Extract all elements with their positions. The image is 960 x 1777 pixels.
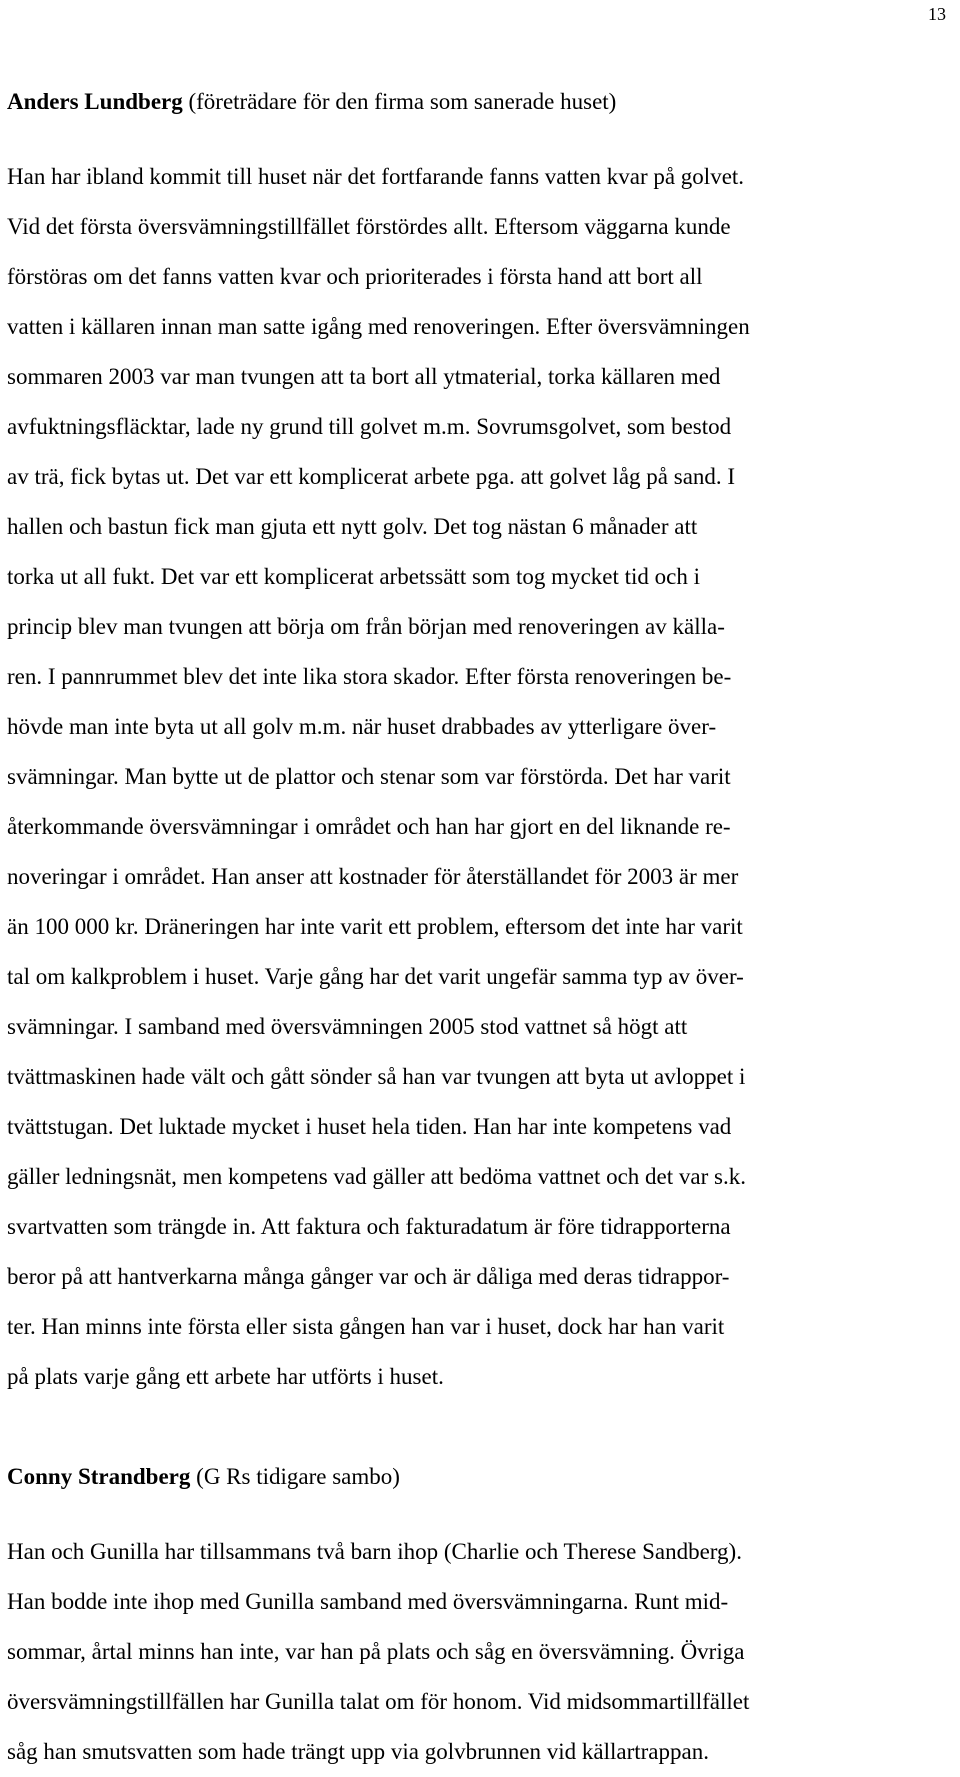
text-line: beror på att hantverkarna många gånger var och är dåliga med deras tidrappor-: [7, 1264, 730, 1289]
text-line: på plats varje gång ett arbete har utförts i huset.: [7, 1364, 444, 1389]
text-line: Han har ibland kommit till huset när det fortfarande fanns vatten kvar på golvet.: [7, 164, 745, 189]
person-name: Conny Strandberg: [7, 1464, 191, 1489]
statement-body: [7, 152, 957, 1402]
text-line: hövde man inte byta ut all golv m.m. när huset drabbades av ytterligare över-: [7, 714, 717, 739]
text-line: noveringar i området. Han anser att kostnader för återställandet för 2003 är mer: [7, 864, 739, 889]
text-line: avfuktningsfläcktar, lade ny grund till golvet m.m. Sovrumsgolvet, som bestod: [7, 414, 732, 439]
text-line: sommar, årtal minns han inte, var han på plats och såg en översvämning. Övriga: [7, 1639, 745, 1664]
person-role: (företrädare för den firma som sanerade huset): [188, 89, 617, 114]
heading-gap: [7, 127, 957, 152]
text-line: Han bodde inte ihop med Gunilla samband med översvämningarna. Runt mid-: [7, 1589, 729, 1614]
text-line: hallen och bastun fick man gjuta ett nytt golv. Det tog nästan 6 månader att: [7, 514, 698, 539]
text-line: ren. I pannrummet blev det inte lika stora skador. Efter första renoveringen be-: [7, 664, 732, 689]
text-line: svämningar. I samband med översvämningen 2005 stod vattnet så högt att: [7, 1014, 688, 1039]
text-line: Han och Gunilla har tillsammans två barn ihop (Charlie och Therese Sandberg).: [7, 1539, 742, 1564]
statement-conny-strandberg: [7, 1452, 957, 1777]
person-role: (G Rs tidigare sambo): [196, 1464, 400, 1489]
text-line: sommaren 2003 var man tvungen att ta bort all ytmaterial, torka källaren med: [7, 364, 721, 389]
text-line: vatten i källaren innan man satte igång med renoveringen. Efter översvämningen: [7, 314, 750, 339]
text-line: svämningar. Man bytte ut de plattor och stenar som var förstörda. Det har varit: [7, 764, 731, 789]
text-line: tvättmaskinen hade vält och gått sönder så han var tvungen att byta ut avloppet i: [7, 1064, 746, 1089]
statement-body: [7, 1527, 957, 1777]
statement-heading: [7, 77, 957, 127]
text-line: än 100 000 kr. Dräneringen har inte varit ett problem, eftersom det inte har varit: [7, 914, 743, 939]
text-line: gäller ledningsnät, men kompetens vad gäller att bedöma vattnet och det var s.k.: [7, 1164, 746, 1189]
statement-heading: [7, 1452, 957, 1502]
text-line: återkommande översvämningar i området och han har gjort en del liknande re-: [7, 814, 731, 839]
heading-gap: [7, 1502, 957, 1527]
text-line: av trä, fick bytas ut. Det var ett komplicerat arbete pga. att golvet låg på sand. I: [7, 464, 736, 489]
text-line: Vid det första översvämningstillfället förstördes allt. Eftersom väggarna kunde: [7, 214, 731, 239]
text-line: förstöras om det fanns vatten kvar och prioriterades i första hand att bort all: [7, 264, 703, 289]
page-number: 13: [928, 4, 946, 24]
text-line: översvämningstillfällen har Gunilla talat om för honom. Vid midsommartillfället: [7, 1689, 750, 1714]
text-line: tal om kalkproblem i huset. Varje gång har det varit ungefär samma typ av över-: [7, 964, 744, 989]
text-line: princip blev man tvungen att börja om från början med renoveringen av källa-: [7, 614, 725, 639]
person-name: Anders Lundberg: [7, 89, 183, 114]
text-line: tvättstugan. Det luktade mycket i huset hela tiden. Han har inte kompetens vad: [7, 1114, 732, 1139]
text-line: torka ut all fukt. Det var ett komplicerat arbetssätt som tog mycket tid och i: [7, 564, 701, 589]
statement-anders-lundberg: [7, 77, 957, 1402]
text-line: såg han smutsvatten som hade trängt upp via golvbrunnen vid källartrappan.: [7, 1739, 709, 1764]
text-line: ter. Han minns inte första eller sista gången han var i huset, dock har han varit: [7, 1314, 725, 1339]
text-line: svartvatten som trängde in. Att faktura och fakturadatum är före tidrapporterna: [7, 1214, 731, 1239]
